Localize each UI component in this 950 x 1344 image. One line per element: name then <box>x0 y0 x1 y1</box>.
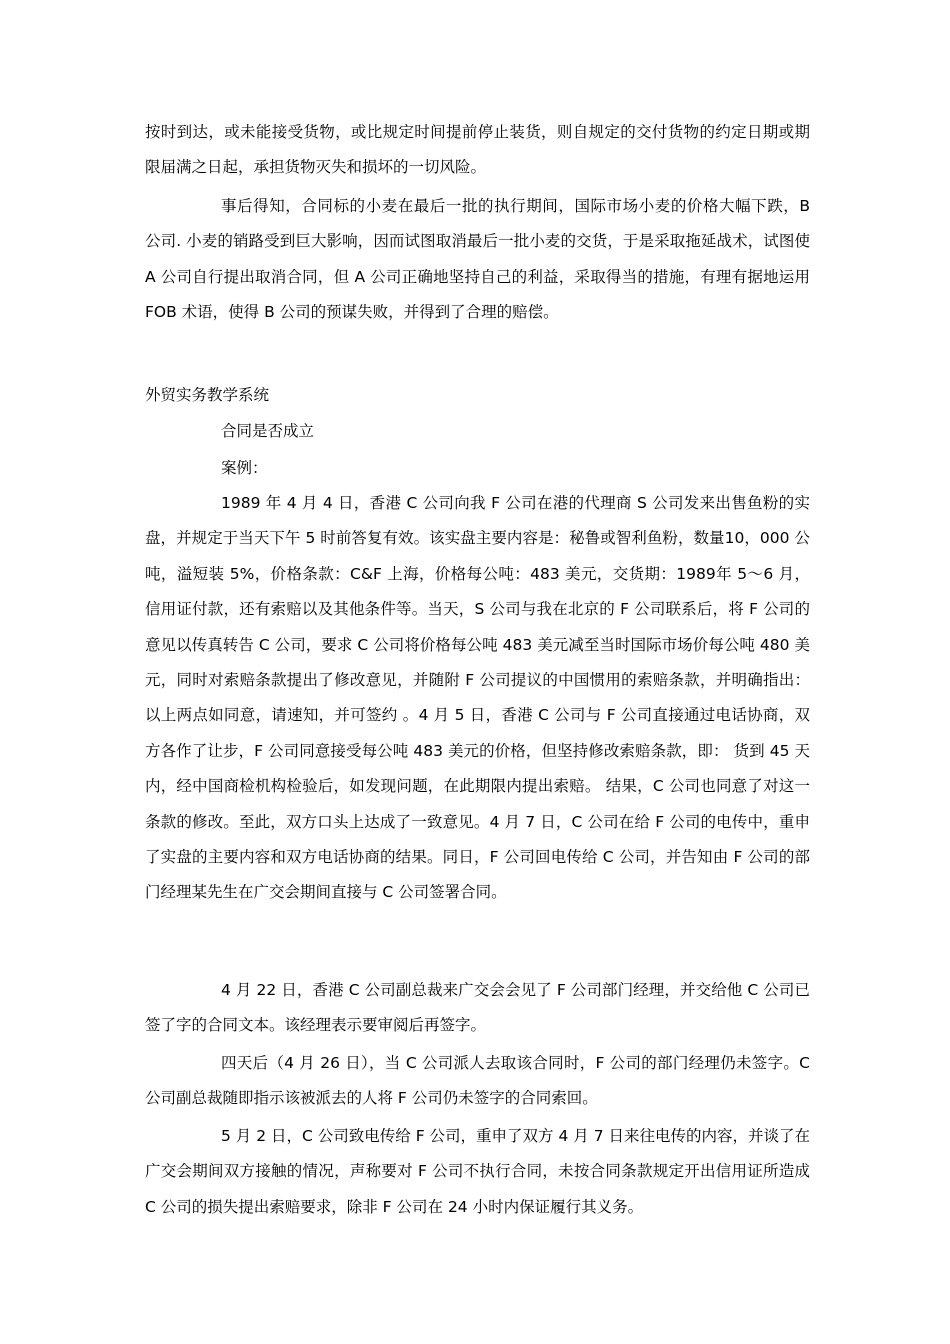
paragraph-fishmeal-offer: 1989 年 4 月 4 日，香港 C 公司向我 F 公司在港的代理商 S 公司发来出售鱼粉的实盘，并规定于当天下午 5 时前答复有效。该实盘主要内容是：秘鲁或智利鱼粉，数量10，000 公吨，溢短装 5%，价格条款：C&F 上海，价格每公吨：483 美元，交货期：1989年 5～6 月，信用证付款，还有索赔以及其他条件等。当天，S 公司与我在北京的 F 公司联系后，将 F 公司的意见以传真转告 C 公司，要求 C 公司将价格每公吨 483 美元减至当时国际市场价每公吨 480 美元，同时对索赔条款提出了修改意见，并随附 F 公司提议的中国惯用的索赔条款，并明确指出： 以上两点如同意，请速知，并可签约 。4 月 5 日，香港 C 公司与 F 公司直接通过电话协商，双方各作了让步，F 公司同意接受每公吨 483 美元的价格，但坚持修改索赔条款，即： 货到 45 天内，经中国商检机构检验后，如发现问题，在此期限内提出索赔。 结果，C 公司也同意了对这一条款的修改。至此，双方口头上达成了一致意见。4 月 7 日，C 公司在给 F 公司的电传中，重申了实盘的主要内容和双方电话协商的结果。同日，F 公司回电传给 C 公司，并告知由 F 公司的部门经理某先生在广交会期间直接与 C 公司签署合同。 <box>145 494 810 902</box>
paragraph-april-22: 4 月 22 日，香港 C 公司副总裁来广交会会见了 F 公司部门经理，并交给他 C 公司已签了字的合同文本。该经理表示要审阅后再签字。 <box>145 981 810 1035</box>
case-label: 案例： <box>221 459 268 477</box>
section-title: 外贸实务教学系统 <box>145 386 270 404</box>
case-subtitle: 合同是否成立 <box>221 422 315 440</box>
paragraph-may-2: 5 月 2 日，C 公司致电传给 F 公司，重申了双方 4 月 7 日来往电传的内容，并谈了在广交会期间双方接触的情况，声称要对 F 公司不执行合同，未按合同条款规定开出信用证所造成 C 公司的损失提出索赔要求，除非 F 公司在 24 小时内保证履行其义务。 <box>145 1127 810 1216</box>
paragraph-april-26: 四天后（4 月 26 日），当 C 公司派人去取该合同时，F 公司的部门经理仍未签字。C 公司副总裁随即指示该被派去的人将 F 公司仍未签字的合同索回。 <box>145 1054 810 1108</box>
paragraph-wheat-case-outcome: 事后得知，合同标的小麦在最后一批的执行期间，国际市场小麦的价格大幅下跌，B 公司. 小麦的销路受到巨大影响，因而试图取消最后一批小麦的交货，于是采取拖延战术，试图使 A 公司自行提出取消合同，但 A 公司正确地坚持自己的利益，采取得当的措施，有理有据地运用 FOB 术语，使得 B 公司的预谋失败，并得到了合理的赔偿。 <box>145 197 810 322</box>
paragraph-risk-clause: 按时到达，或未能接受货物，或比规定时间提前停止装货，则自规定的交付货物的约定日期或期限届满之日起，承担货物灭失和损坏的一切风险。 <box>145 123 810 177</box>
